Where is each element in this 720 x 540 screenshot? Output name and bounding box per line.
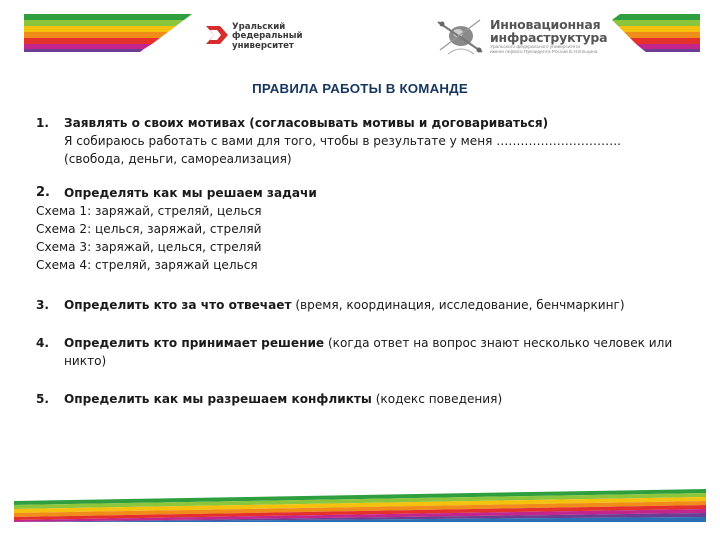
rule-heading: Определить кто за что отвечает	[64, 298, 292, 312]
rule-number: 3.	[36, 298, 50, 312]
rule-heading: Заявлять о своих мотивах (согласовывать мотивы и договариваться)	[64, 116, 549, 130]
urfu-mark-icon	[206, 22, 230, 48]
scheme-line: Схема 1: заряжай, стреляй, целься	[36, 204, 262, 218]
scheme-line: Схема 2: целься, заряжай, стреляй	[36, 222, 262, 236]
rule-item-1	[36, 114, 696, 168]
innovation-logo	[434, 14, 608, 58]
rule-number: 2.	[36, 185, 50, 200]
rule-item-3	[36, 296, 696, 314]
urfu-name	[232, 23, 303, 51]
rule-heading: Определить как мы разрешаем конфликты	[64, 392, 372, 406]
scheme-line: Схема 3: заряжай, целься, стреляй	[36, 240, 262, 254]
rule-number: 5.	[36, 392, 50, 406]
rule-detail: (когда ответ на вопрос знают несколько человек или	[324, 336, 673, 350]
innovation-subtitle-line-2: имени первого Президента России Б.Н.Ельцина	[490, 50, 598, 56]
urfu-line-1: Уральский	[232, 22, 286, 32]
rule-number: 1.	[36, 116, 50, 130]
satellite-emblem-icon	[434, 14, 486, 58]
rule-heading: Определять как мы решаем задачи	[64, 186, 317, 200]
urfu-line-3: университет	[232, 40, 294, 51]
rules-list	[36, 114, 696, 408]
rule-text-line: никто)	[64, 354, 107, 368]
innovation-subtitle	[490, 45, 598, 56]
urfu-logo	[206, 22, 318, 52]
innovation-title	[490, 18, 607, 44]
rule-item-2	[36, 184, 696, 274]
rule-heading: Определить кто принимает решение	[64, 336, 325, 350]
page-title: ПРАВИЛА РАБОТЫ В КОМАНДЕ	[252, 81, 468, 96]
innovation-title-line-2: инфраструктура	[490, 30, 608, 45]
footer-stripes	[14, 489, 706, 522]
rule-text-line: (свобода, деньги, самореализация)	[64, 152, 292, 166]
rule-number: 4.	[36, 336, 50, 350]
scheme-line: Схема 4: стреляй, заряжай целься	[36, 258, 258, 272]
header-stripes-left	[24, 14, 192, 52]
innovation-subtitle-line-1: Уральского федерального университета	[490, 45, 580, 50]
rule-detail: (кодекс поведения)	[371, 392, 503, 406]
innovation-title-line-1: Инновационная	[490, 17, 601, 32]
rule-detail: (время, координация, исследование, бенчмаркинг)	[291, 298, 625, 312]
rule-text-line: Я собираюсь работать с вами для того, чтобы в результате у меня ………………………….	[64, 134, 622, 148]
urfu-line-2: федеральный	[232, 31, 303, 42]
rule-item-5	[36, 390, 696, 408]
header-stripes-right	[612, 14, 700, 52]
rule-item-4	[36, 334, 696, 370]
